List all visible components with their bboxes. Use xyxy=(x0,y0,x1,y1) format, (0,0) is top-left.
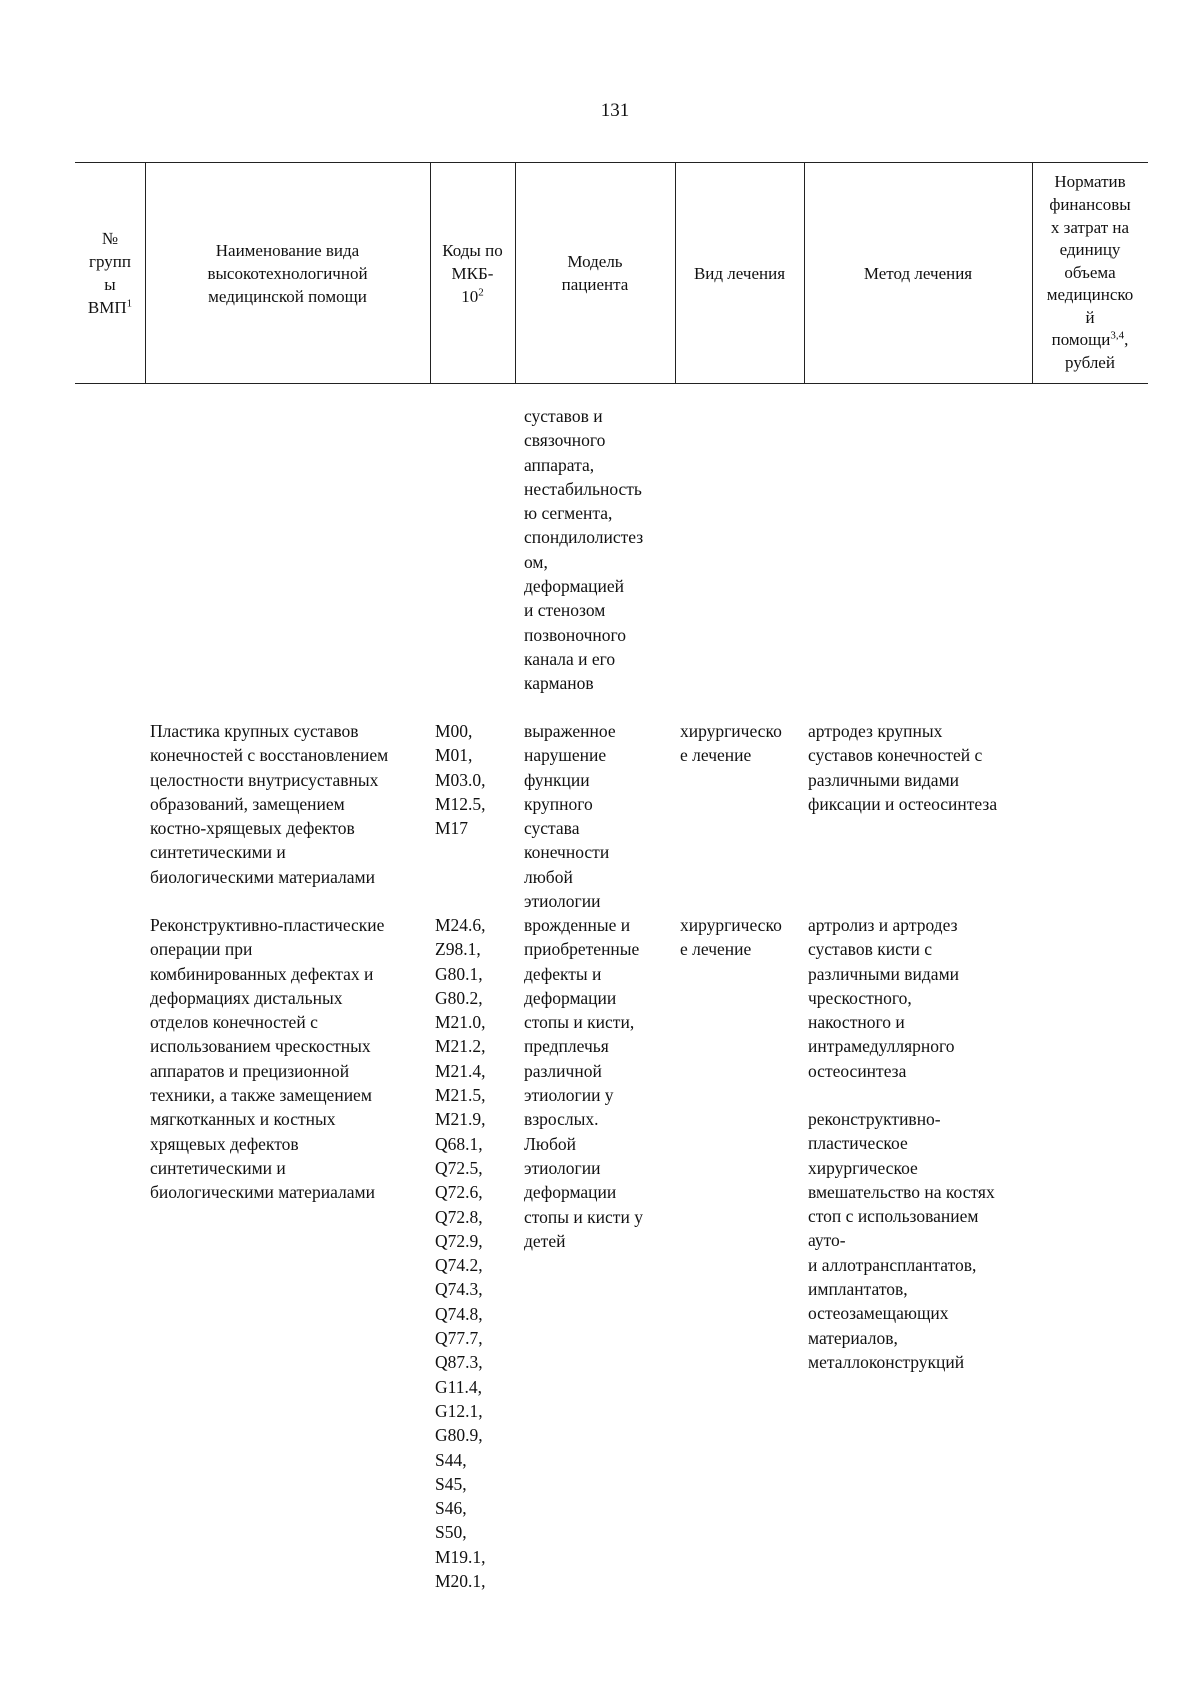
cell-model: выраженное нарушение функции крупного сустава конечности любой этиологии xyxy=(524,721,616,912)
footnote-mark: 1 xyxy=(126,297,133,310)
header-method xyxy=(804,163,1032,383)
header-text: объема xyxy=(1064,262,1116,282)
page-number: 131 xyxy=(600,100,630,121)
cell-treatment: хирургическо е лечение xyxy=(680,915,782,960)
cell-treatment: хирургическо е лечение xyxy=(680,721,782,766)
header-text: ы xyxy=(104,275,116,294)
table-header xyxy=(75,162,1148,384)
header-model xyxy=(515,163,675,383)
header-treatment xyxy=(675,163,804,383)
header-text: финансовы xyxy=(1049,194,1131,214)
header-group-number xyxy=(75,163,145,383)
header-text: Вид лечения xyxy=(693,263,786,283)
header-text: рублей xyxy=(1065,353,1115,373)
cell-name: Пластика крупных суставов конечностей с восстановлением целостности внутрисуставных образований, замещением костно-хрящевых дефектов синтетическими и биологическими материалами xyxy=(150,721,389,887)
cell-name: Реконструктивно-пластические операции при комбинированных дефектах и деформациях дистальных отделов конечностей с использованием чрескостных аппаратов и прецизионной техники, а также замещением мягкотканных и костных хрящевых дефектов синтетическими и биологическими материалами xyxy=(150,915,385,1203)
header-text: Наименование вида xyxy=(215,240,360,260)
header-text: Модель xyxy=(567,252,623,271)
header-text: единицу xyxy=(1059,240,1121,260)
cell-codes: M24.6, Z98.1, G80.1, G80.2, M21.0, M21.2, M21.4, M21.5, M21.9, Q68.1, Q72.5, Q72.6, Q72.8, Q72.9, Q74.2, Q74.3, Q74.8, Q77.7, Q87.3, G11.4, G12.1, G80.9, S44, S45, S46, S50, M19.1, M20.1, xyxy=(435,915,486,1592)
cell-model: врожденные и приобретенные дефекты и деформации стопы и кисти, предплечья различной этиологии у взрослых. Любой этиологии деформации стопы и кисти у детей xyxy=(524,915,643,1251)
header-text: медицинско xyxy=(1046,285,1134,305)
cell-method: артролиз и артродез суставов кисти с различными видами чрескостного, накостного и интрамедуллярного остеосинтеза xyxy=(808,915,960,1081)
header-text: ВМП xyxy=(87,298,127,317)
cell-method: артродез крупных суставов конечностей с различными видами фиксации и остеосинтеза xyxy=(808,721,998,814)
header-cost-norm: Норматив финансовы х затрат на единицу объема медицинско й помощи$^{3,4}$, рублей xyxy=(1032,163,1148,383)
header-codes xyxy=(430,163,515,383)
header-text: МКБ- xyxy=(451,263,494,283)
header-text: х затрат на xyxy=(1050,217,1130,237)
footnote-mark: 2 xyxy=(478,285,484,298)
header-text: 10 xyxy=(461,286,479,306)
header-text: групп xyxy=(89,252,131,271)
cell-method: реконструктивно- пластическое хирургическое вмешательство на костях стоп с использованием ауто- и аллотрансплантатов, имплантатов, остеозамещающих материалов, металлоконструкций xyxy=(808,1109,995,1372)
header-text: Метод лечения xyxy=(863,263,973,283)
header-text: й xyxy=(1085,307,1095,327)
footnote-mark: 3,4 xyxy=(1110,329,1125,342)
header-text: № xyxy=(101,229,119,248)
header-text: медицинской помощи xyxy=(208,286,367,306)
header-text: Норматив xyxy=(1054,172,1126,192)
header-text: Коды по xyxy=(442,240,503,260)
cell-codes: M00, M01, M03.0, M12.5, M17 xyxy=(435,721,486,839)
cell-model-continuation: суставов и связочного аппарата, нестабильность ю сегмента, спондилолистез ом, деформацией и стенозом позвоночного канала и его карманов xyxy=(524,406,644,694)
header-text: помощи xyxy=(1051,330,1111,350)
header-text: пациента xyxy=(561,275,629,294)
header-text: высокотехнологичной xyxy=(207,263,368,283)
header-name xyxy=(145,163,430,383)
